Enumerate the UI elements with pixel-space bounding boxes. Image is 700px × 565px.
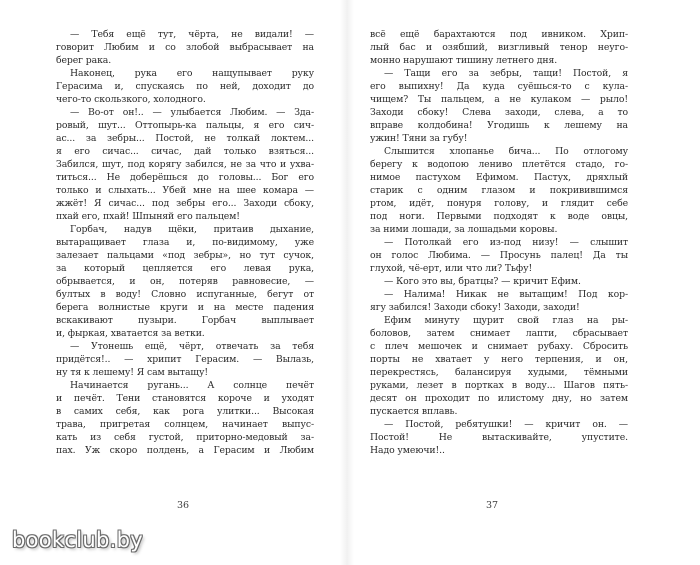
text-line: десят он проходит по илистому дну, но затем — [370, 393, 628, 404]
text-line: Наконец, рука его нащупывает руку — [70, 68, 314, 79]
text-line: с плеч мешочек и снимает рубаху. Сбросить — [370, 341, 628, 352]
text-line: и, фыркая, хватается за ветки. — [56, 328, 205, 339]
text-line: трава, пригретая солнцем, начинает выпус- — [56, 419, 314, 430]
text-line: ровый, шут... Оттопырь-ка пальцы, я его сич- — [56, 120, 314, 131]
text-line: за ними лошади, за лошадьми коровы. — [370, 224, 558, 235]
text-line: жжёт! Я сичас... под зебры его... Заходи сбоку, — [56, 198, 314, 209]
text-line: пхай его, пхай! Шпыняй его пальцем! — [56, 211, 240, 222]
text-line: боловов, затем снимает лапти, сбрасывает — [370, 328, 628, 339]
text-line: — Постой, ребятушки! — кричит он. — — [384, 419, 628, 430]
text-line: в самих себя, как рога улитки... Высокая — [56, 406, 314, 417]
left-page-number: 36 — [177, 500, 190, 511]
text-line: залезает пальцами «под зебры», но тут сучок, — [56, 250, 314, 261]
text-line: Заходи сбоку! Слева заходи, слева, а то — [370, 107, 628, 118]
watermark-logo: bookclub.by — [12, 528, 143, 552]
text-line: — Во-от он!.. — улыбается Любим. — Зда- — [70, 107, 314, 118]
text-line: придётся!.. — хрипит Герасим. — Вылазь, — [56, 354, 314, 365]
text-line: ужин! Тяни за губу! — [370, 133, 468, 144]
text-line: всё ещё барахтаются под ивником. Хрип- — [370, 29, 628, 40]
text-line: он голос Любима. — Просунь палец! Да ты — [370, 250, 628, 261]
text-line: Постой! Не вытаскивайте, упустите. — [370, 432, 628, 443]
text-line: старик с одним глазом и покривившимся — [370, 185, 628, 196]
text-line: ну тя к лешему! Я сам вытащу! — [56, 367, 208, 378]
text-line: — Налима! Никак не вытащим! Под кор- — [384, 289, 628, 300]
text-line: руками, лезет в портках в воду... Шагов пять- — [370, 380, 628, 391]
text-line: берег рака. — [56, 55, 112, 66]
text-line: ртом, идёт, понуря голову, и глядит себе — [370, 198, 628, 209]
text-line: — Утонешь ещё, чёрт, отвечать за тебя — [70, 341, 314, 352]
text-line: чищем? Ты пальцем, а не кулаком — рыло! — [370, 94, 628, 105]
text-line: берега волнистые круги и на месте падения — [56, 302, 314, 313]
left-page-text — [56, 28, 314, 457]
text-line: и печёт. Тени становятся короче и уходят — [56, 393, 314, 404]
text-line: бултых в воду! Словно испуганные, бегут от — [56, 289, 314, 300]
text-line: — Кого это вы, братцы? — кричит Ефим. — [384, 276, 581, 287]
text-line: его выпихну! Да куда суёшься-то с кула- — [370, 81, 628, 92]
text-line: порты не хватает у него терпения, и он, — [370, 354, 628, 365]
text-line: — Тебя ещё тут, чёрта, не видали! — — [70, 29, 314, 40]
text-line: Надо умеючи!.. — [370, 445, 445, 456]
text-line: вскакивают пузыри. Горбач выплывает — [56, 315, 314, 326]
text-line: вправе колдобина! Угодишь к лешему на — [370, 120, 628, 131]
text-line: ас... за зебры... Постой, не толкай локтем... — [56, 133, 314, 144]
text-line: Ефим минуту щурит свой глаз на ры- — [384, 315, 628, 326]
text-line: Слышится хлопанье бича... По отлогому — [384, 146, 628, 157]
text-line: Забился, шут, под корягу забился, не за что и ухва- — [56, 159, 314, 170]
text-line: под ноги. Первыми подходят к воде овцы, — [370, 211, 628, 222]
text-line: Герасима и, спускаясь по ней, доходит до — [56, 81, 314, 92]
text-line: обрывается, и он, потеряв равновесие, — — [56, 276, 314, 287]
text-line: монно нарушают тишину летнего дня. — [370, 55, 558, 66]
text-line: титься... Не доберёшься до головы... Бог его — [56, 172, 314, 183]
text-line: Горбач, надув щёки, притаив дыхание, — [70, 224, 314, 235]
book-gutter — [340, 0, 354, 565]
text-line: берегу к водопою лениво плетётся стадо, го- — [370, 159, 628, 170]
right-page-number: 37 — [486, 500, 499, 511]
text-line: пах. Уж скоро полдень, а Герасим и Любим — [56, 445, 314, 456]
text-line: чего-то скользкого, холодного. — [56, 94, 206, 105]
text-line: Начинается ругань... А солнце печёт — [70, 380, 314, 391]
text-line: вытаращивает глаза и, по-видимому, уже — [56, 237, 314, 248]
text-line: — Потолкай его из-под низу! — слышит — [384, 237, 628, 248]
right-page-text — [370, 28, 628, 457]
text-line: лый бас и озябший, визгливый тенор неуго- — [370, 42, 628, 53]
text-line: пускается вплавь. — [370, 406, 458, 417]
text-line: глухой, чё-ерт, или что ли? Тьфу! — [370, 263, 533, 274]
text-line: кать из себя густой, приторно-медовый за- — [56, 432, 314, 443]
text-line: ягу забился! Заходи сбоку! Заходи, заходи! — [370, 302, 580, 313]
text-line: за который цепляется его левая рука, — [56, 263, 314, 274]
text-line: говорит Любим и со злобой выбрасывает на — [56, 42, 314, 53]
text-line: — Тащи его за зебры, тащи! Постой, я — [384, 68, 628, 79]
text-line: перекрестясь, балансируя худыми, тёмными — [370, 367, 628, 378]
text-line: только и слыхать... Убей мне на шее комара — — [56, 185, 314, 196]
text-line: нимое пастухом Ефимом. Пастух, дряхлый — [370, 172, 628, 183]
text-line: я его сичас... сичас, дай только взяться... — [56, 146, 314, 157]
